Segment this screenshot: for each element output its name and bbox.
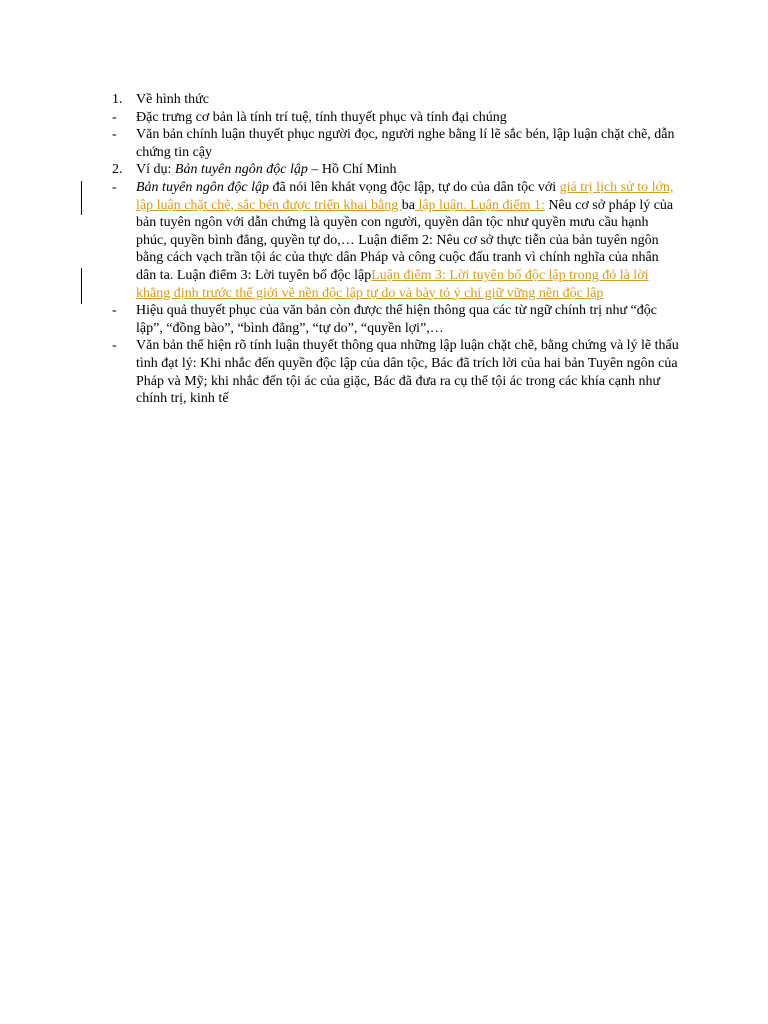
list-bullet: - bbox=[112, 109, 117, 125]
text-run: ba bbox=[401, 197, 415, 213]
tracked-insertion[interactable]: giá trị lịch sử to lớn, lập luận chặt chẽ, sắc bén được triển khai bằng bbox=[136, 179, 674, 213]
tracked-insertion[interactable]: lập luận. Luận điểm 1: bbox=[414, 197, 545, 213]
list-bullet: - bbox=[112, 338, 117, 354]
list-item bbox=[112, 161, 682, 179]
text-run: đã nói lên khát vọng độc lập, tự do của dân tộc với bbox=[268, 179, 560, 195]
paragraph-text: Đặc trưng cơ bản là tính trí tuệ, tính thuyết phục và tính đại chúng bbox=[136, 109, 507, 125]
section-heading bbox=[136, 161, 682, 179]
document-body bbox=[112, 91, 682, 408]
list-bullet: - bbox=[112, 179, 117, 195]
list-item bbox=[112, 109, 682, 127]
author-suffix: – Hồ Chí Minh bbox=[307, 162, 397, 178]
paragraph-text bbox=[136, 179, 682, 302]
list-item bbox=[112, 337, 682, 407]
paragraph-text: Hiệu quả thuyết phục của văn bản còn được thể hiện thông qua các từ ngữ chính trị như “độc lập”, “đồng bào”, “bình đẳng”, “tự do”, “quyền lợi”,… bbox=[136, 303, 657, 336]
example-prefix: Ví dụ: bbox=[136, 162, 175, 178]
list-number: 1. bbox=[112, 92, 123, 107]
list-item bbox=[112, 302, 682, 337]
list-bullet: - bbox=[112, 303, 117, 319]
list-bullet: - bbox=[112, 127, 117, 143]
list-item bbox=[112, 126, 682, 161]
work-title: Bản tuyên ngôn độc lập bbox=[136, 179, 269, 195]
list-number: 2. bbox=[112, 162, 123, 178]
list-item bbox=[112, 91, 682, 109]
paragraph-text: Văn bản chính luận thuyết phục người đọc, người nghe bằng lí lẽ sắc bén, lập luận chặt chẽ, dẫn chứng tin cậy bbox=[136, 127, 675, 160]
section-heading: Về hình thức bbox=[136, 92, 209, 107]
tracked-insertion[interactable]: Luận điểm 3: Lời tuyên bố độc lập trong đó là lời khẳng định trước thế giới về nền độc lập tự do và bày tỏ ý chí giữ vững nền độc lập bbox=[136, 267, 649, 301]
list-item bbox=[112, 179, 682, 302]
change-bar bbox=[81, 268, 82, 304]
change-bar bbox=[81, 181, 82, 215]
work-title: Bản tuyên ngôn độc lập bbox=[174, 162, 308, 178]
text-run: Nêu cơ sở pháp lý của bản tuyên ngôn với dẫn chứng là quyền con người, quyền dân tộc như quyền mưu cầu hạnh phúc, quyền bình đẳng, quyền tự do,… Luận điểm 2: Nêu cơ sở thực tiễn của bản tuyên ngôn bằng cách vạch trần tội ác của thực dân Pháp và công cuộc đấu tranh vì chính nghĩa của nhân dân ta. Luận điểm 3: Lời tuyên bố độc lập bbox=[136, 197, 674, 283]
paragraph-text: Văn bản thể hiện rõ tính luận thuyết thông qua những lập luận chặt chẽ, bằng chứng và lý lẽ thấu tình đạt lý: Khi nhắc đến quyền độc lập của dân tộc, Bác đã trích lời của hai bản Tuyên ngôn của Pháp và Mỹ; khi nhắc đến tội ác của giặc, Bác đã đưa ra cụ thể tội ác trong các khía cạnh như chính trị, kinh tế bbox=[136, 338, 679, 407]
